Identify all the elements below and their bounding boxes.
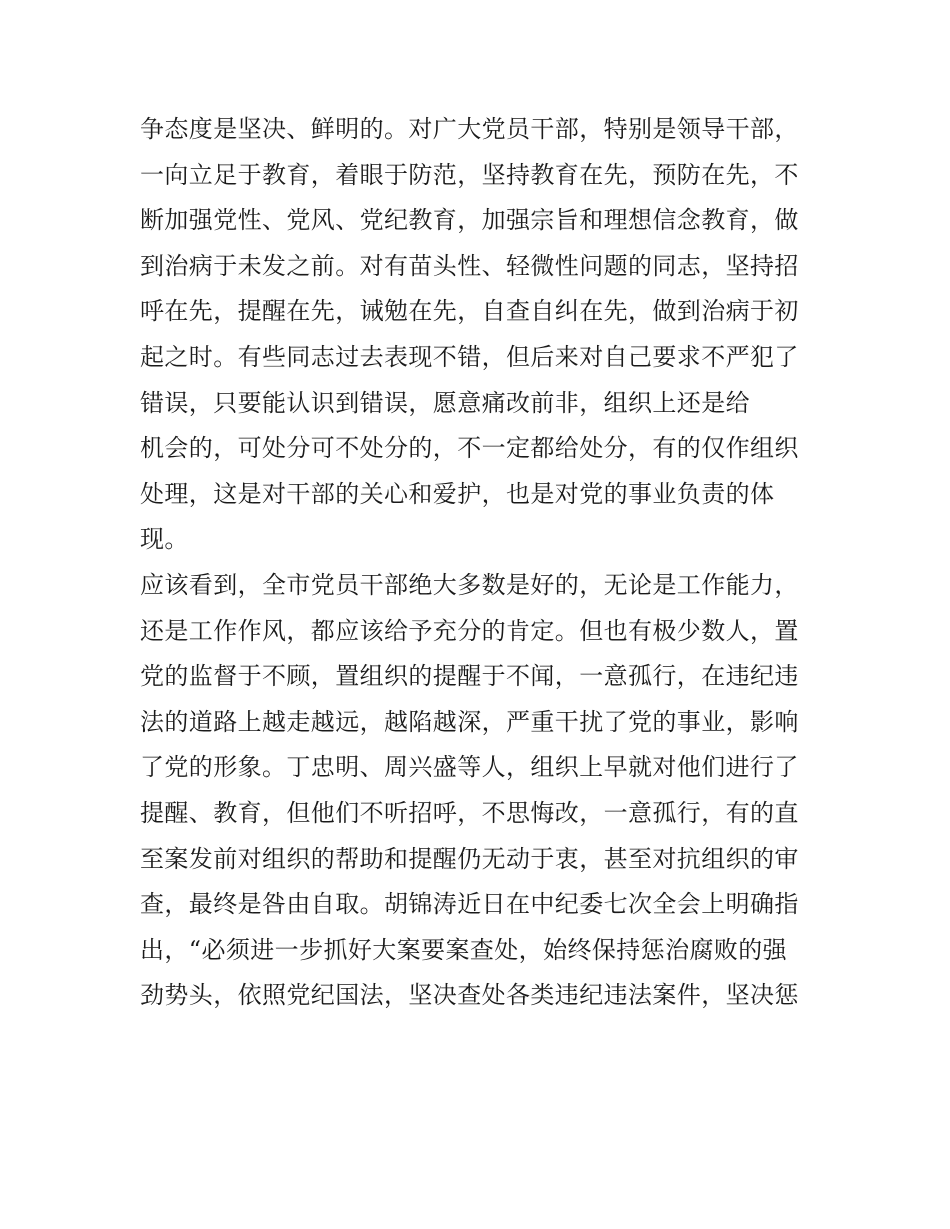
text-line: 断加强党性、党风、党纪教育，加强宗旨和理想信念教育，做 (140, 206, 799, 235)
text-line: 党的监督于不顾，置组织的提醒于不闻，一意孤行，在违纪违 (140, 662, 799, 691)
text-line: 机会的，可处分可不处分的，不一定都给处分，有的仅作组织 (140, 434, 799, 463)
text-line: 错误，只要能认识到错误，愿意痛改前非，组织上还是给 (140, 388, 750, 417)
text-line: 处理，这是对干部的关心和爱护，也是对党的事业负责的体 (140, 479, 775, 508)
text-line: 现。 (140, 525, 189, 554)
text-line: 一向立足于教育，着眼于防范，坚持教育在先，预防在先，不 (140, 160, 799, 189)
text-line: 应该看到，全市党员干部绝大多数是好的，无论是工作能力， (140, 570, 799, 599)
text-line: 至案发前对组织的帮助和提醒仍无动于衷，甚至对抗组织的审 (140, 844, 799, 873)
text-line: 到治病于未发之前。对有苗头性、轻微性问题的同志，坚持招 (140, 251, 799, 280)
text-line: 出，“必须进一步抓好大案要案查处，始终保持惩治腐败的强 (140, 935, 788, 964)
text-line: 呼在先，提醒在先，诫勉在先，自查自纠在先，做到治病于初 (140, 297, 799, 326)
text-line: 劲势头，依照党纪国法，坚决查处各类违纪违法案件，坚决惩 (140, 981, 799, 1010)
text-line: 法的道路上越走越远，越陷越深，严重干扰了党的事业，影响 (140, 707, 799, 736)
text-line: 提醒、教育，但他们不听招呼，不思悔改，一意孤行，有的直 (140, 798, 799, 827)
text-line: 还是工作作风，都应该给予充分的肯定。但也有极少数人，置 (140, 616, 799, 645)
text-line: 争态度是坚决、鲜明的。对广大党员干部，特别是领导干部， (140, 115, 799, 143)
text-line: 起之时。有些同志过去表现不错，但后来对自己要求不严犯了 (140, 342, 799, 371)
text-line: 查，最终是咎由自取。胡锦涛近日在中纪委七次全会上明确指 (140, 890, 799, 919)
text-line: 了党的形象。丁忠明、周兴盛等人，组织上早就对他们进行了 (140, 753, 799, 782)
document-body-text (140, 107, 820, 1019)
